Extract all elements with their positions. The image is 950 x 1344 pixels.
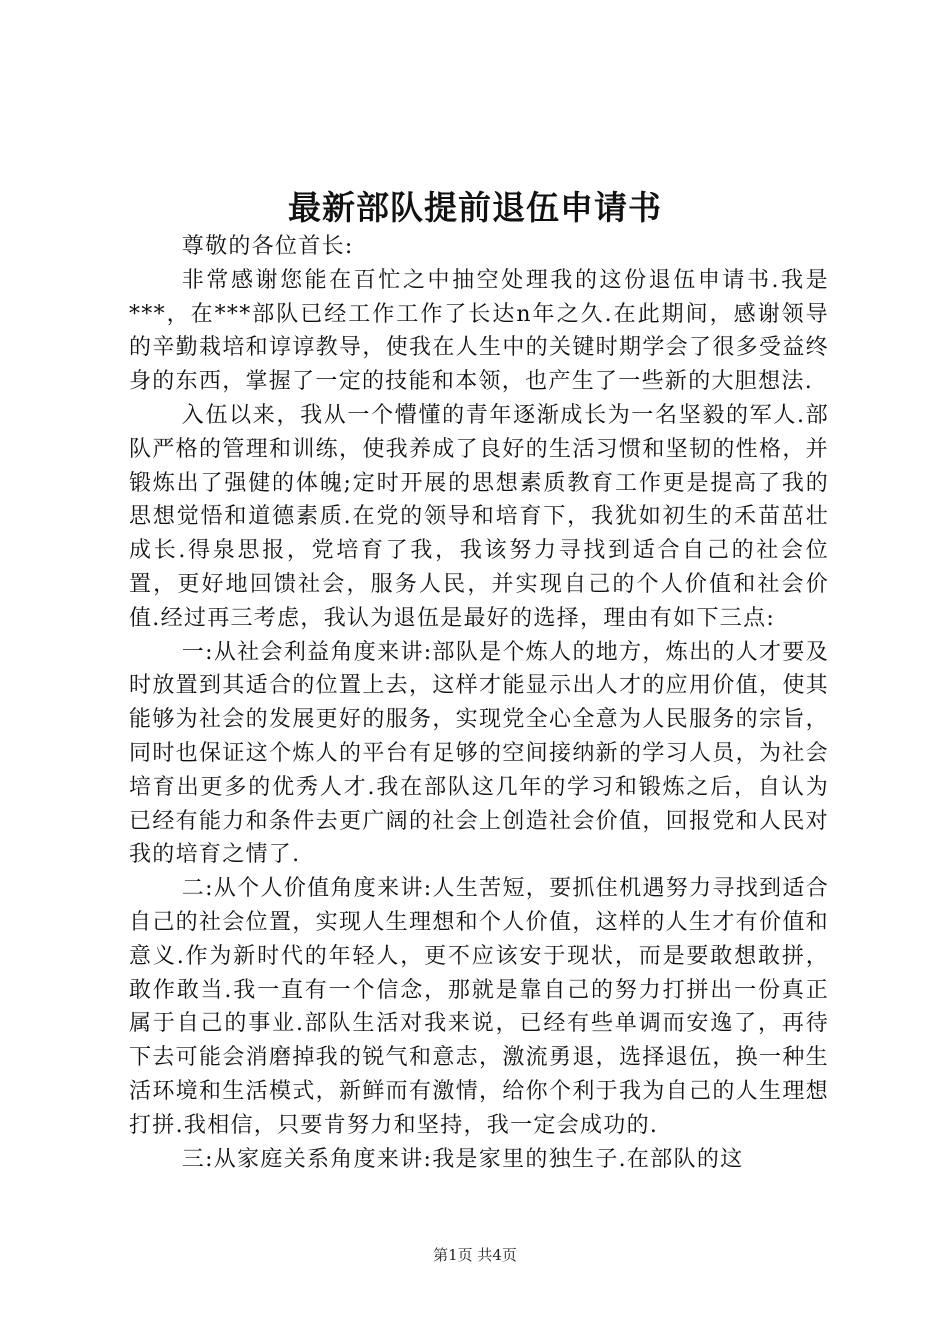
paragraph-reason-two: 二:从个人价值角度来讲:人生苦短，要抓住机遇努力寻找到适合自己的社会位置，实现人生理想和个人价值，这样的人生才有价值和意义.作为新时代的年轻人，更不应该安于现状，而是要敢想敢拼，敢作敢当.我一直有一个信念，那就是靠自己的努力打拼出一份真正属于自己的事业.部队生活对我来说，已经有些单调而安逸了，再待下去可能会消磨掉我的锐气和意志，激流勇退，选择退伍，换一种生活环境和生活模式，新鲜而有激情，给你个利于我为自己的人生理想打拼.我相信，只要肯努力和坚持，我一定会成功的. (129, 876, 829, 1138)
paragraph-reason-three: 三:从家庭关系角度来讲:我是家里的独生子.在部队的这 (181, 1146, 744, 1172)
paragraph-enlistment: 入伍以来，我从一个懵懂的青年逐渐成长为一名坚毅的军人.部队严格的管理和训练，使我养成了良好的生活习惯和坚韧的性格，并锻炼出了强健的体魄;定时开展的思想素质教育工作更是提高了我的思想觉悟和道德素质.在党的领导和培育下，我犹如初生的禾苗茁壮成长.得泉思报，党培育了我，我该努力寻找到适合自己的社会位置，更好地回馈社会，服务人民，并实现自己的个人价值和社会价值.经过再三考虑，我认为退伍是最好的选择，理由有如下三点: (129, 402, 829, 631)
document-title: 最新部队提前退伍申请书 (288, 188, 662, 227)
paragraph-intro: 非常感谢您能在百忙之中抽空处理我的这份退伍申请书.我是***，在***部队已经工作工作了长达n年之久.在此期间，感谢领导的辛勤栽培和谆谆教导，使我在人生中的关键时期学会了很多受益终身的东西，掌握了一定的技能和本领，也产生了一些新的大胆想法. (129, 267, 829, 395)
paragraph-reason-one: 一:从社会利益角度来讲:部队是个炼人的地方，炼出的人才要及时放置到其适合的位置上去，这样才能显示出人才的应用价值，使其能够为社会的发展更好的服务，实现党全心全意为人民服务的宗旨，同时也保证这个炼人的平台有足够的空间接纳新的学习人员，为社会培育出更多的优秀人才.我在部队这几年的学习和锻炼之后，自认为已经有能力和条件去更广阔的社会上创造社会价值，回报党和人民对我的培育之情了. (129, 639, 829, 868)
salutation: 尊敬的各位首长: (181, 234, 354, 259)
document-body (129, 230, 829, 1176)
page-footer: 第1页 共4页 (433, 1246, 517, 1264)
